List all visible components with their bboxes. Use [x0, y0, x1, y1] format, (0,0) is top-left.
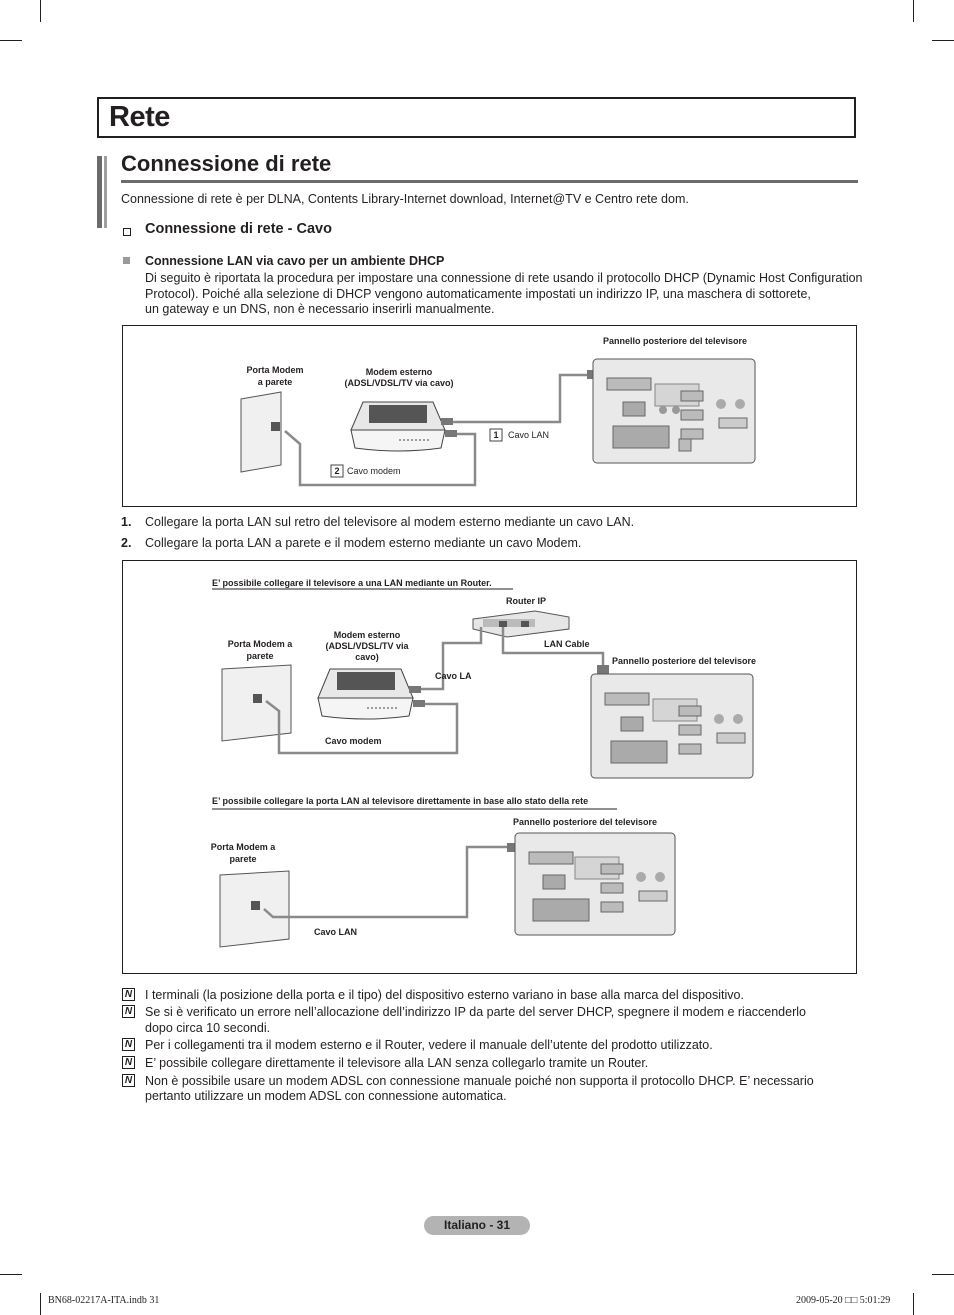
wall-plate — [241, 392, 281, 472]
wall-port-label: Porta Modem a — [210, 842, 276, 852]
step-text: Collegare la porta LAN sul retro del televisore al modem esterno mediante un cavo LAN. — [145, 515, 635, 529]
tv-back-panel — [591, 674, 753, 778]
note-icon: N — [122, 1038, 135, 1051]
cable-number: 2 — [334, 466, 340, 476]
tv-panel-label: Pannello posteriore del televisore — [513, 817, 658, 827]
step-text: Collegare la porta LAN a parete e il modem esterno mediante un cavo Modem. — [145, 536, 582, 550]
slug-left: BN68-02217A-ITA.indb 31 — [48, 1295, 160, 1306]
cavo-la-label: Cavo LA — [435, 671, 472, 681]
section-rule — [121, 180, 858, 183]
section-title: Connessione di rete — [121, 151, 332, 176]
modem-label: (ADSL/VDSL/TV via — [325, 641, 409, 651]
slug-right: 2009-05-20 □□ 5:01:29 — [796, 1295, 891, 1306]
square-bullet-icon — [123, 228, 131, 236]
lan-cable-label: LAN Cable — [544, 639, 590, 649]
step-number: 1. — [121, 515, 132, 529]
note-text: dopo circa 10 secondi. — [145, 1021, 271, 1035]
modem-device — [351, 402, 457, 451]
dhcp-line: Di seguito è riportata la procedura per impostare una connessione di rete usando il protocollo DHCP (Dynamic Host Configuration — [145, 271, 863, 285]
page-number: Italiano - 31 — [424, 1216, 530, 1235]
intro-text: Connessione di rete è per DLNA, Contents Library-Internet download, Internet@TV e Centro rete dom. — [121, 192, 689, 206]
wall-port-label: parete — [246, 651, 274, 661]
note-text: Non è possibile usare un modem ADSL con connessione manuale poiché non supporta il protocollo DHCP. E’ necessario — [145, 1074, 814, 1088]
note-text: E’ possibile collegare direttamente il televisore alla LAN senza collegarlo tramite un Router. — [145, 1056, 649, 1070]
modem-label: (ADSL/VDSL/TV via cavo) — [344, 378, 454, 388]
modem-label: Modem esterno — [365, 367, 433, 377]
note-text: Se si è verificato un errore nell’allocazione dell’indirizzo IP da parte del server DHCP, spegnere il modem e riaccenderlo — [145, 1005, 806, 1019]
wall-port-label: Porta Modem a — [227, 639, 293, 649]
modem-cable-label: Cavo modem — [347, 466, 401, 476]
modem-cable-label: Cavo modem — [325, 736, 382, 746]
dhcp-line: un gateway e un DNS, non è necessario inserirli manualmente. — [145, 302, 495, 316]
tv-back-panel — [593, 359, 755, 463]
note-text: Per i collegamenti tra il modem esterno e il Router, vedere il manuale dell’utente del prodotto utilizzato. — [145, 1038, 713, 1052]
diagram-dhcp-drawing — [123, 326, 858, 508]
wall-port-label: Porta Modem — [246, 365, 304, 375]
diagram-router — [122, 560, 857, 974]
section-bar — [97, 156, 102, 228]
tv-panel-label: Pannello posteriore del televisore — [612, 656, 757, 666]
crop-mark — [40, 1293, 41, 1315]
modem-label: Modem esterno — [333, 630, 401, 640]
lan-cable-label: Cavo LAN — [314, 927, 358, 937]
wall-socket — [253, 694, 262, 703]
wall-port-label: a parete — [257, 377, 293, 387]
wall-port-label: parete — [229, 854, 257, 864]
gray-bullet-icon — [123, 257, 130, 264]
step-number: 2. — [121, 536, 132, 550]
tv-back-panel — [515, 833, 675, 935]
direct-caption: E’ possibile collegare la porta LAN al televisore direttamente in base allo stato della rete — [212, 796, 589, 806]
router-label: Router IP — [505, 596, 546, 606]
crop-mark — [0, 40, 22, 41]
dhcp-heading: Connessione LAN via cavo per un ambiente DHCP — [145, 254, 445, 268]
cable-number: 1 — [493, 430, 499, 440]
section-bar — [104, 156, 107, 228]
note-text: I terminali (la posizione della porta e il tipo) del dispositivo esterno variano in base alla marca del dispositivo. — [145, 988, 744, 1002]
note-icon: N — [122, 988, 135, 1001]
lan-cable-label: Cavo LAN — [508, 430, 550, 440]
wall-socket — [251, 901, 260, 910]
tv-panel-label: Pannello posteriore del televisore — [602, 336, 748, 346]
subsection-title: Connessione di rete - Cavo — [145, 221, 332, 237]
crop-mark — [40, 0, 41, 22]
wall-socket — [271, 422, 280, 431]
lan-cable — [264, 847, 507, 917]
note-icon: N — [122, 1005, 135, 1018]
note-icon: N — [122, 1056, 135, 1069]
modem-label: cavo) — [355, 652, 379, 662]
lan-cable — [453, 375, 589, 422]
dhcp-line: Protocol). Poiché alla selezione di DHCP vengono automaticamente impostati un indirizzo IP, una maschera di sottorete, — [145, 287, 811, 301]
page-title: Rete — [109, 101, 170, 133]
crop-mark — [932, 1274, 954, 1275]
crop-mark — [932, 40, 954, 41]
note-icon: N — [122, 1074, 135, 1087]
diagram-router-drawing — [123, 561, 858, 975]
crop-mark — [913, 1293, 914, 1315]
router-caption: E’ possibile collegare il televisore a una LAN mediante un Router. — [212, 578, 492, 588]
note-text: pertanto utilizzare un modem ADSL con connessione automatica. — [145, 1089, 507, 1103]
router-device — [473, 611, 569, 637]
page-title-box — [97, 97, 856, 138]
crop-mark — [913, 0, 914, 22]
crop-mark — [0, 1274, 22, 1275]
diagram-dhcp — [122, 325, 857, 507]
modem-device — [318, 669, 425, 719]
